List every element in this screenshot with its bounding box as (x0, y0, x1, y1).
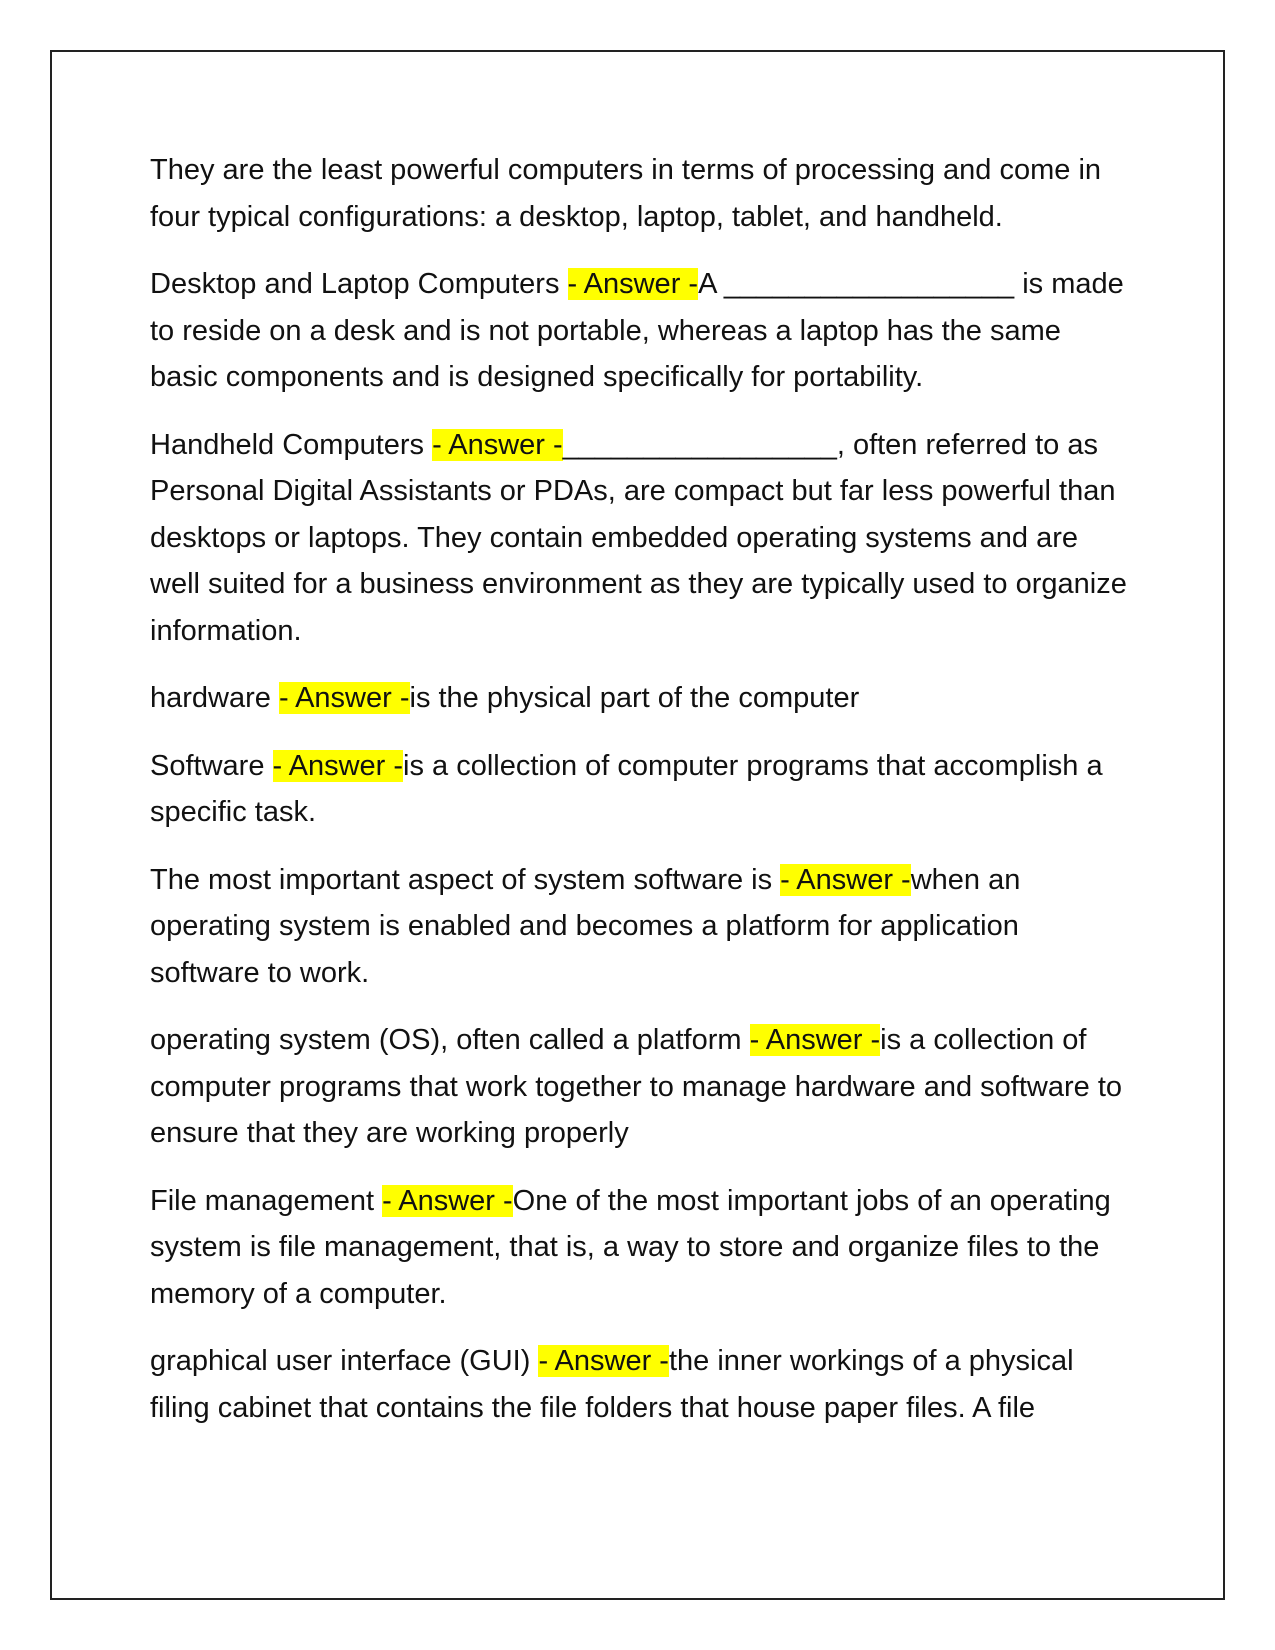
paragraph-intro (150, 147, 1130, 240)
qa-hardware (150, 675, 1130, 722)
answer-highlight: - Answer - (567, 268, 699, 300)
qa-desktop-laptop (150, 261, 1130, 401)
answer-text: _________________, often referred to as Personal Digital Assistants or PDAs, are compact but far less powerful than desktops or laptops. They contain embedded operating systems and are well suited for a business environment as they are typically used to organize information. (150, 428, 1127, 647)
answer-text: One of the most important jobs of an operating system is file management, that is, a way to store and organize files to the memory of a computer. (150, 1184, 1111, 1310)
term-text: operating system (OS), often called a platform (150, 1024, 750, 1056)
qa-file-management (150, 1178, 1130, 1318)
term-text: Software (150, 749, 273, 782)
term-text: graphical user interface (GUI) (150, 1345, 539, 1377)
answer-highlight: - Answer - (538, 1345, 669, 1377)
answer-text: A __________________ is made to reside on a desk and is not portable, whereas a laptop has the same basic components and is designed specifically for portability. (150, 268, 1124, 393)
answer-highlight: - Answer - (278, 682, 410, 714)
answer-highlight: - Answer - (382, 1184, 513, 1217)
qa-handheld (150, 422, 1130, 655)
term-text: hardware (150, 682, 279, 714)
qa-operating-system (150, 1017, 1130, 1157)
qa-software (150, 743, 1130, 836)
term-text: Desktop and Laptop Computers (150, 268, 568, 300)
term-text: The most important aspect of system software is (150, 863, 781, 896)
term-text: Handheld Computers (150, 428, 433, 461)
answer-highlight: - Answer - (780, 863, 911, 896)
qa-system-software (150, 857, 1130, 997)
term-text: File management (150, 1184, 383, 1217)
answer-highlight: - Answer - (272, 749, 404, 782)
answer-text: when an operating system is enabled and becomes a platform for application software to work. (150, 863, 1021, 989)
answer-text: the inner workings of a physical filing cabinet that contains the file folders that house paper files. A file (150, 1345, 1074, 1424)
answer-text: is a collection of computer programs that accomplish a specific task. (150, 749, 1103, 828)
answer-text: is the physical part of the computer (409, 682, 860, 714)
document-body (150, 147, 1130, 1452)
answer-highlight: - Answer - (432, 428, 563, 461)
paragraph-text: They are the least powerful computers in terms of processing and come in four typical configurations: a desktop, laptop, tablet, and handheld. (150, 154, 1102, 233)
qa-gui (150, 1338, 1130, 1431)
answer-highlight: - Answer - (749, 1024, 881, 1056)
answer-text: is a collection of computer programs that work together to manage hardware and software to ensure that they are working properly (150, 1024, 1123, 1149)
